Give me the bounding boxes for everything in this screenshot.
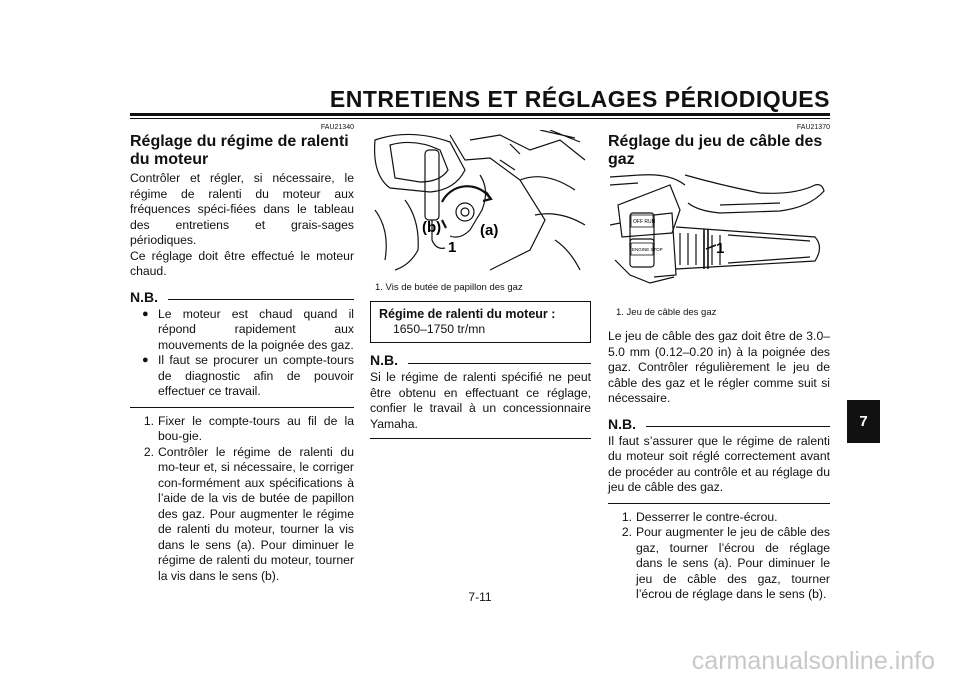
bullet-icon: ● [142, 307, 149, 320]
step-text: Desserrer le contre-écrou. [636, 509, 778, 524]
throttle-grip-illustration [610, 165, 830, 300]
section-heading: Réglage du régime de ralenti du moteur [130, 133, 349, 168]
list-item [130, 414, 354, 445]
nb-label: N.B. [130, 288, 158, 305]
nb-heading [130, 289, 354, 305]
nb-bullets [130, 307, 354, 400]
nb-end-rule [370, 438, 591, 439]
nb-text: Il faut s’assurer que le régime de ralenti du moteur soit réglé correctement avant de procéder au contrôle et au réglage du jeu de câble des gaz. [608, 433, 830, 494]
throttle-grip-figure [610, 165, 830, 300]
section-code: FAU21370 [796, 124, 830, 131]
step-number: 1. [143, 413, 154, 428]
switch-label-off-run: OFF RUN [633, 219, 656, 225]
nb-rule [408, 363, 591, 364]
figure-caption: 1. Vis de butée de papillon des gaz [375, 282, 523, 293]
figure-caption: 1. Jeu de câble des gaz [616, 307, 717, 318]
step-number: 2. [621, 525, 632, 539]
spec-value: 1650–1750 tr/mn [393, 322, 486, 336]
throttle-body-illustration [370, 130, 590, 275]
intro-paragraph: Contrôler et régler, si nécessaire, le régime de ralenti du moteur aux fréquences spéci-fiées dans le tableau des entretiens et grais-sages périodiques. [130, 171, 354, 247]
switch-label-engine-stop: ENGINE STOP [632, 247, 663, 252]
section-heading: Réglage du jeu de câble des gaz [608, 133, 823, 168]
nb-end-rule [130, 407, 354, 408]
nb-heading [370, 352, 591, 368]
section-code: FAU21340 [320, 124, 354, 131]
middle-nb [370, 352, 591, 439]
list-item [142, 307, 354, 354]
label-b: (b) [422, 219, 442, 236]
steps-list [608, 510, 830, 603]
label-a: (a) [480, 222, 499, 239]
step-text: Pour augmenter le jeu de câble des gaz, tourner l’écrou de réglage dans le sens (a). Pour diminuer le jeu de câble des gaz, tourner l’écrou de réglage dans le sens (b). [636, 525, 830, 601]
header-rule-thin [130, 118, 830, 119]
spec-box [370, 301, 591, 343]
step-number: 2. [143, 444, 154, 459]
list-item [608, 510, 830, 526]
left-column [130, 124, 354, 584]
list-item [142, 353, 354, 400]
step-text: Contrôler le régime de ralenti du mo-teur et, si nécessaire, le corriger con-formément aux spécifications à l’aide de la vis de butée de papillon des gaz. Pour augmenter le régime de ralenti du moteur, tourner la vis dans le sens (a). Pour diminuer le régime de ralenti du moteur, tourner la vis dans le sens (b). [158, 444, 354, 583]
nb-label: N.B. [608, 415, 636, 432]
nb-label: N.B. [370, 352, 398, 368]
chapter-tab: 7 [847, 400, 880, 443]
nb-rule [646, 426, 830, 427]
spec-label: Régime de ralenti du moteur : [379, 307, 556, 321]
list-item [130, 445, 354, 585]
page-number: 7-11 [468, 590, 492, 604]
intro-paragraph: Le jeu de câble des gaz doit être de 3.0–5.0 mm (0.12–0.20 in) à la poignée des gaz. Contrôler régulièrement le jeu de câble des gaz et le régler comme suit si nécessaire. [608, 329, 830, 405]
callout-1: 1 [448, 239, 457, 256]
nb-end-rule [608, 503, 830, 504]
right-header [608, 124, 830, 169]
nb-text: Si le régime de ralenti spécifié ne peut être obtenu en effectuant ce réglage, confier le travail à un concessionnaire Yamaha. [370, 370, 591, 431]
bullet-text: Il faut se procurer un compte-tours de diagnostic afin de pouvoir effectuer ce travail. [158, 353, 354, 398]
throttle-screw-figure [370, 130, 590, 275]
watermark: carmanualsonline.info [691, 647, 935, 675]
header-rule-thick [130, 113, 830, 116]
page-header-title: ENTRETIENS ET RÉGLAGES PÉRIODIQUES [329, 86, 830, 112]
nb-rule [168, 299, 354, 300]
callout-1: 1 [716, 240, 725, 257]
bullet-text: Le moteur est chaud quand il répond rapidement aux mouvements de la poignée des gaz. [158, 306, 354, 352]
nb-heading [608, 416, 830, 432]
step-text: Fixer le compte-tours au fil de la bou-gie. [158, 413, 354, 443]
steps-list [130, 414, 354, 585]
step-number: 1. [621, 509, 632, 524]
intro-paragraph-2: Ce réglage doit être effectué le moteur chaud. [130, 248, 354, 278]
list-item [608, 525, 830, 603]
right-body [608, 329, 830, 603]
bullet-icon: ● [142, 354, 149, 366]
